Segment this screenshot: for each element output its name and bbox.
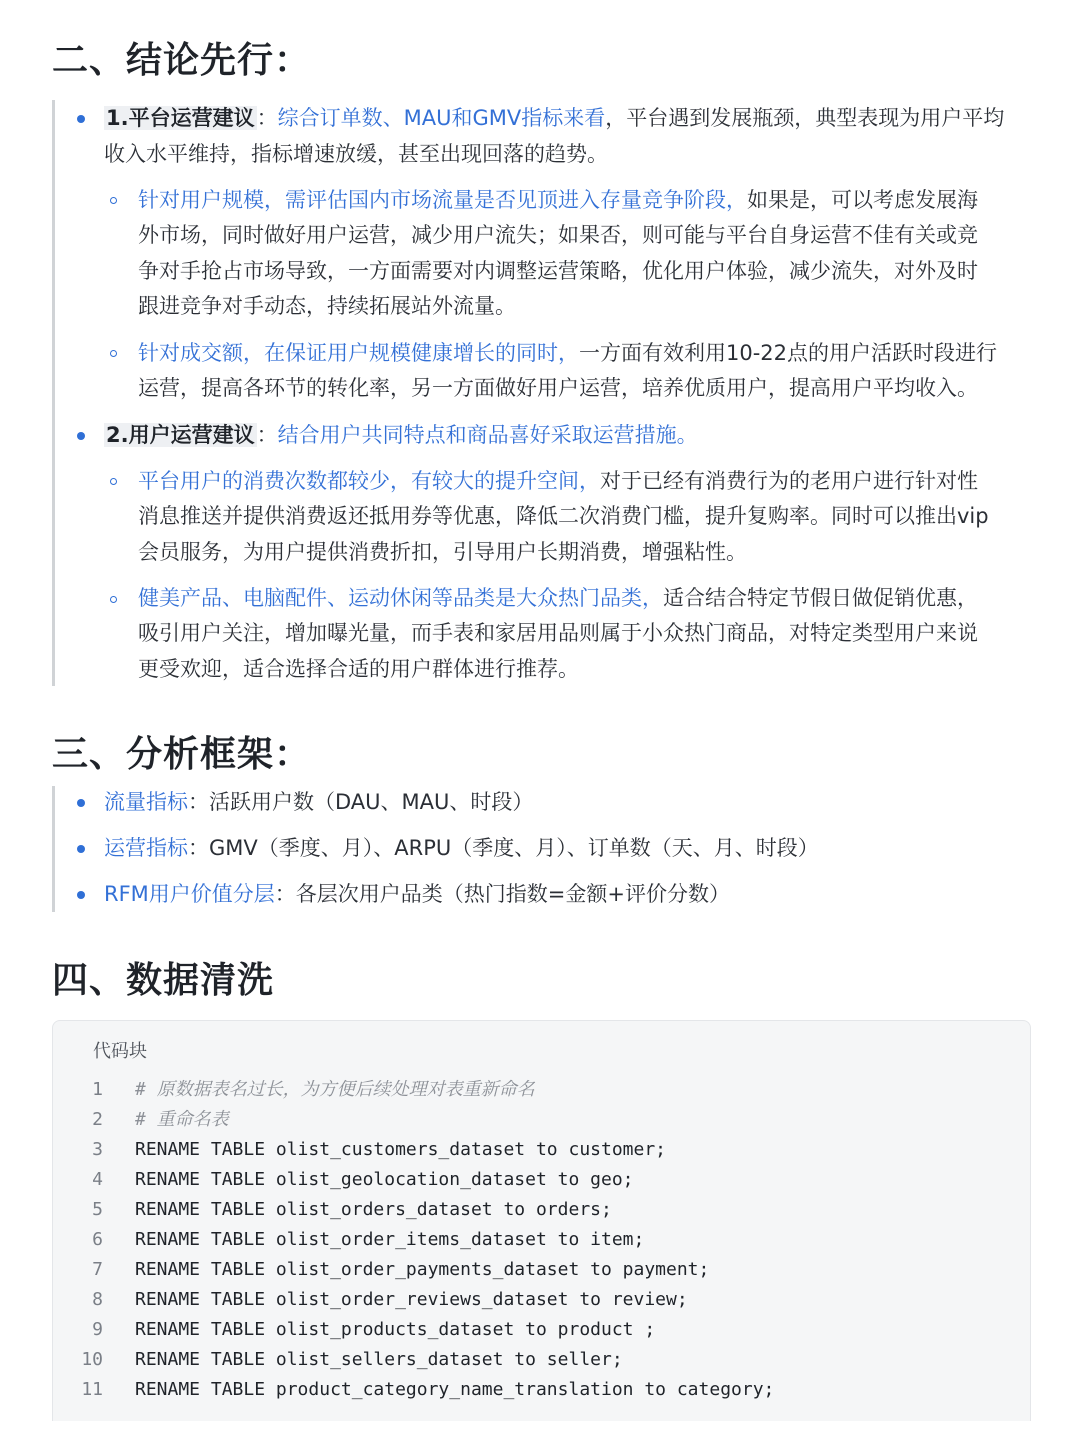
p2-highlight: 结合用户共同特点和商品喜好采取运营措施。 (277, 423, 698, 447)
bullet-dot (77, 115, 85, 123)
p2-sub1-line-2: 消息推送并提供消费返还抵用券等优惠，降低二次消费门槛，提升复购率。同时可以推出vip (138, 504, 989, 528)
framework-item-text: 各层次用户品类（热门指数=金额+评价分数） (295, 882, 730, 906)
line-number: 5 (92, 1199, 103, 1220)
bullet-dot (77, 845, 85, 853)
sub-bullet-circle (110, 197, 117, 204)
framework-item-label: 流量指标 (104, 790, 188, 814)
code-text: RENAME TABLE olist_order_payments_dataset to payment; (135, 1259, 710, 1280)
bullet-dot (77, 891, 85, 899)
framework-item-sep: ： (188, 790, 209, 814)
p1-sub1-line-2: 外市场，同时做好用户运营，减少用户流失；如果否，则可能与平台自身运营不佳有关或竞 (138, 223, 978, 247)
p1-label: 1.平台运营建议 (106, 106, 255, 130)
p2-sep: ： (256, 423, 278, 447)
line-number: 4 (92, 1169, 103, 1190)
framework-item (104, 785, 533, 821)
code-line (53, 1255, 1030, 1285)
code-line (53, 1195, 1030, 1225)
line-number: 11 (81, 1379, 103, 1400)
section-title-framework: 三、分析框架： (52, 734, 312, 775)
code-block (52, 1020, 1031, 1421)
conclusion-quote-bar (52, 100, 55, 686)
framework-item (104, 877, 730, 913)
p1-highlight: 综合订单数、MAU和GMV指标来看 (277, 106, 606, 130)
p1-sub2-highlight: 针对成交额，在保证用户规模健康增长的同时， (138, 341, 579, 365)
p2-sub2-line-1 (138, 581, 978, 617)
p1-sub1-line-4: 跟进竞争对手动态，持续拓展站外流量。 (138, 294, 516, 318)
p2-line-1 (104, 418, 698, 454)
line-number: 9 (92, 1319, 103, 1340)
code-text: RENAME TABLE product_category_name_translation to category; (135, 1379, 775, 1400)
line-number: 1 (92, 1079, 103, 1100)
line-number: 2 (92, 1109, 103, 1130)
bullet-dot (77, 799, 85, 807)
code-line (53, 1135, 1030, 1165)
code-text: RENAME TABLE olist_geolocation_dataset to geo; (135, 1169, 634, 1190)
p2-sub2-highlight: 健美产品、电脑配件、运动休闲等品类是大众热门品类， (138, 586, 663, 610)
p2-sub1-l1: 对于已经有消费行为的老用户进行针对性 (600, 469, 978, 493)
code-text: # 原数据表名过长，为方便后续处理对表重新命名 (135, 1079, 535, 1100)
framework-item-text: GMV（季度、月）、ARPU（季度、月）、订单数（天、月、时段） (209, 836, 819, 860)
code-text: RENAME TABLE olist_order_items_dataset to item; (135, 1229, 645, 1250)
p2-sub2-l1: 适合结合特定节假日做促销优惠， (663, 586, 978, 610)
sub-bullet-circle (110, 596, 117, 603)
p2-sub1-line-1 (138, 464, 978, 500)
p2-sub1-line-3: 会员服务，为用户提供消费折扣，引导用户长期消费，增强粘性。 (138, 540, 747, 564)
p1-sub2-line-2: 运营，提高各环节的转化率，另一方面做好用户运营，培养优质用户，提高用户平均收入。 (138, 376, 978, 400)
p1-sub1-line-3: 争对手抢占市场导致，一方面需要对内调整运营策略，优化用户体验，减少流失，对外及时 (138, 259, 978, 283)
framework-item-sep: ： (274, 882, 296, 906)
line-number: 3 (92, 1139, 103, 1160)
code-text: RENAME TABLE olist_customers_dataset to customer; (135, 1139, 667, 1160)
code-line (53, 1225, 1030, 1255)
code-block-label: 代码块 (93, 1041, 147, 1062)
framework-item-label: 运营指标 (104, 836, 188, 860)
code-lines (53, 1075, 1030, 1405)
code-line (53, 1105, 1030, 1135)
p2-sub1-highlight: 平台用户的消费次数都较少，有较大的提升空间， (138, 469, 600, 493)
code-line (53, 1075, 1030, 1105)
code-text: RENAME TABLE olist_sellers_dataset to seller; (135, 1349, 623, 1370)
p2-sub2-line-3: 更受欢迎，适合选择合适的用户群体进行推荐。 (138, 657, 579, 681)
line-number: 10 (81, 1349, 103, 1370)
framework-item-text: 活跃用户数（DAU、MAU、时段） (209, 790, 534, 814)
p1-line-1 (104, 101, 1004, 137)
code-line (53, 1285, 1030, 1315)
code-text: # 重命名表 (135, 1109, 229, 1130)
p1-text-l1: ，平台遇到发展瓶颈，典型表现为用户平均 (605, 106, 1005, 130)
code-text: RENAME TABLE olist_products_dataset to product ; (135, 1319, 656, 1340)
sub-bullet-circle (110, 478, 117, 485)
framework-item-label: RFM用户价值分层 (104, 882, 275, 906)
p1-sub2-l1: 一方面有效利用10-22点的用户活跃时段进行 (579, 341, 998, 365)
p1-sub1-highlight: 针对用户规模，需评估国内市场流量是否见顶进入存量竞争阶段， (138, 188, 747, 212)
p1-sub1-l1: 如果是，可以考虑发展海 (747, 188, 978, 212)
line-number: 7 (92, 1259, 103, 1280)
p1-sep: ： (256, 106, 278, 130)
code-line (53, 1315, 1030, 1345)
code-line (53, 1345, 1030, 1375)
p2-sub2-line-2: 吸引用户关注，增加曝光量，而手表和家居用品则属于小众热门商品，对特定类型用户来说 (138, 621, 978, 645)
p1-sub1-line-1 (138, 183, 978, 219)
code-line (53, 1375, 1030, 1405)
bullet-dot (77, 432, 85, 440)
framework-item-sep: ： (188, 836, 209, 860)
code-line (53, 1165, 1030, 1195)
framework-item (104, 831, 819, 867)
sub-bullet-circle (110, 350, 117, 357)
section-title-cleaning: 四、数据清洗 (52, 960, 275, 1001)
p1-line-2: 收入水平维持，指标增速放缓，甚至出现回落的趋势。 (104, 142, 608, 166)
section-title-conclusion: 二、结论先行： (52, 40, 312, 81)
line-number: 6 (92, 1229, 103, 1250)
line-number: 8 (92, 1289, 103, 1310)
p2-label: 2.用户运营建议 (106, 423, 255, 447)
p1-sub2-line-1 (138, 336, 997, 372)
framework-quote-bar (52, 786, 55, 912)
code-text: RENAME TABLE olist_order_reviews_dataset to review; (135, 1289, 688, 1310)
code-text: RENAME TABLE olist_orders_dataset to orders; (135, 1199, 612, 1220)
